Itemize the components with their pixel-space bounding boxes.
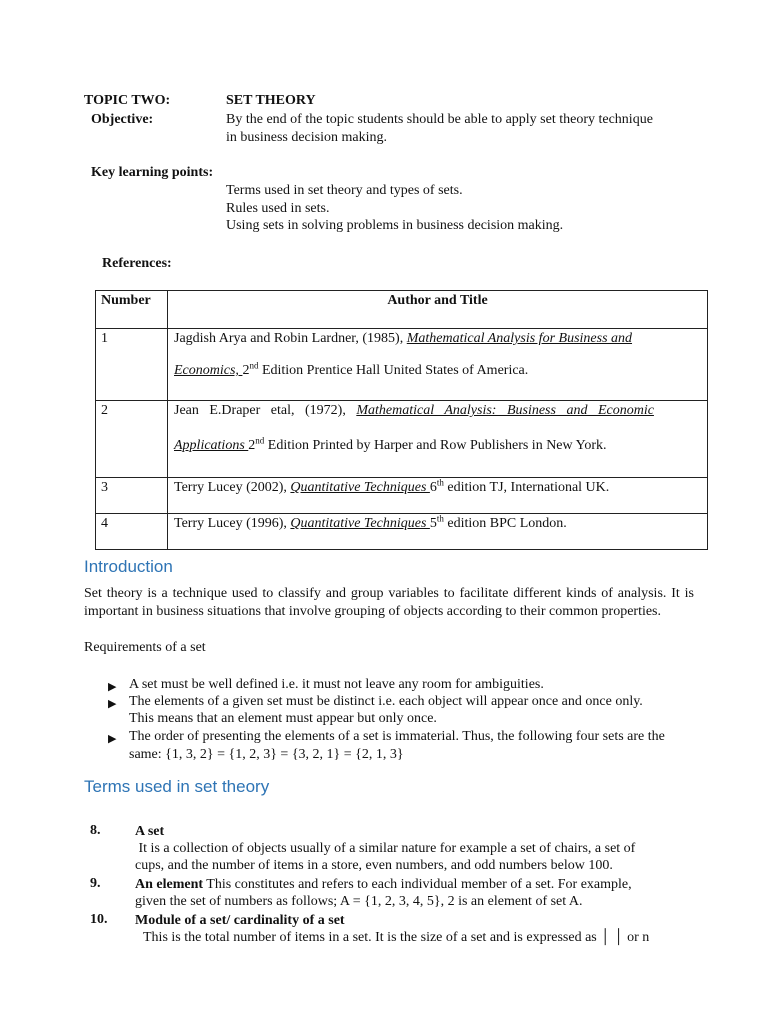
bullet-text: The order of presenting the elements of a set is immaterial. Thus, the following four sets are the bbox=[129, 729, 665, 744]
ref-title: Applications bbox=[174, 438, 249, 453]
ref-title: Mathematical Analysis for Business and bbox=[406, 331, 633, 346]
term-definition bbox=[135, 823, 695, 874]
requirements-label: Requirements of a set bbox=[84, 640, 206, 655]
term-definition bbox=[135, 912, 695, 946]
ref-number: 2 bbox=[96, 401, 168, 478]
term-text: This constitutes and refers to each individual member of a set. For example, bbox=[203, 877, 632, 892]
ref-edition-suffix: nd bbox=[255, 435, 265, 446]
ref-publisher: Edition Prentice Hall United States of America. bbox=[258, 363, 529, 378]
term-number: 10. bbox=[90, 912, 108, 927]
introduction-heading: Introduction bbox=[84, 557, 173, 576]
bullet-text: same: {1, 3, 2} = {1, 2, 3} = {3, 2, 1} = {2, 1, 3} bbox=[129, 747, 404, 762]
ref-citation bbox=[168, 401, 708, 478]
ref-edition: 2 bbox=[242, 363, 250, 378]
term-number: 8. bbox=[90, 823, 101, 838]
term-text: It is a collection of objects usually of a similar nature for example a set of chairs, a set of bbox=[135, 841, 636, 856]
topic-label: TOPIC TWO: bbox=[84, 93, 171, 108]
ref-number: 1 bbox=[96, 329, 168, 401]
term-definition bbox=[135, 876, 695, 910]
table-row bbox=[96, 514, 708, 550]
ref-title: Economics, bbox=[174, 363, 243, 378]
terms-heading: Terms used in set theory bbox=[84, 777, 270, 796]
ref-title: Quantitative Techniques bbox=[290, 480, 430, 495]
ref-edition-suffix: th bbox=[436, 477, 444, 488]
key-point: Rules used in sets. bbox=[226, 201, 330, 216]
ref-publisher: edition TJ, International UK. bbox=[443, 480, 610, 495]
ref-edition: 6 bbox=[429, 480, 437, 495]
ref-author: Jagdish Arya and Robin Lardner, (1985), bbox=[174, 331, 407, 346]
references-table bbox=[95, 290, 708, 550]
ref-title: Quantitative Techniques bbox=[290, 516, 430, 531]
column-header-author-title: Author and Title bbox=[168, 291, 708, 329]
bullet-text: A set must be well defined i.e. it must not leave any room for ambiguities. bbox=[129, 677, 544, 692]
term-title: Module of a set/ cardinality of a set bbox=[135, 913, 345, 928]
term-title: An element bbox=[135, 877, 204, 892]
table-row bbox=[96, 329, 708, 401]
term-title: A set bbox=[135, 824, 165, 839]
table-row bbox=[96, 478, 708, 514]
term-number: 9. bbox=[90, 876, 101, 891]
references-label: References: bbox=[102, 256, 172, 271]
term-text: cups, and the number of items in a store, even numbers, and odd numbers below 100. bbox=[135, 858, 613, 873]
ref-number: 4 bbox=[96, 514, 168, 550]
bullet-arrow-icon: ▶ bbox=[108, 681, 117, 693]
introduction-paragraph: Set theory is a technique used to classify and group variables to facilitate different kinds of analysis. It is important in business situations that involve grouping of objects according to their common properties. bbox=[84, 586, 694, 619]
ref-citation bbox=[168, 478, 708, 514]
column-header-number: Number bbox=[96, 291, 168, 329]
ref-number: 3 bbox=[96, 478, 168, 514]
table-row bbox=[96, 401, 708, 478]
ref-citation bbox=[168, 329, 708, 401]
key-point: Using sets in solving problems in business decision making. bbox=[226, 218, 564, 233]
ref-publisher: edition BPC London. bbox=[443, 516, 567, 531]
key-point: Terms used in set theory and types of sets. bbox=[226, 183, 463, 198]
ref-edition-suffix: nd bbox=[249, 360, 259, 371]
ref-author: Terry Lucey (1996), bbox=[174, 516, 291, 531]
ref-title: Mathematical Analysis: Business and Economic bbox=[356, 403, 654, 418]
bullet-arrow-icon: ▶ bbox=[108, 698, 117, 710]
key-points-label: Key learning points: bbox=[91, 165, 214, 180]
topic-title: SET THEORY bbox=[226, 93, 316, 108]
ref-citation bbox=[168, 514, 708, 550]
ref-publisher: Edition Printed by Harper and Row Publishers in New York. bbox=[264, 438, 607, 453]
bullet-text: This means that an element must appear but only once. bbox=[129, 711, 437, 726]
bullet-arrow-icon: ▶ bbox=[108, 733, 117, 745]
term-text: given the set of numbers as follows; A = {1, 2, 3, 4, 5}, 2 is an element of set A. bbox=[135, 894, 583, 909]
ref-edition: 2 bbox=[248, 438, 256, 453]
ref-author: Terry Lucey (2002), bbox=[174, 480, 291, 495]
ref-edition-suffix: th bbox=[436, 513, 444, 524]
objective-line: in business decision making. bbox=[226, 130, 387, 145]
objective-line: By the end of the topic students should be able to apply set theory technique bbox=[226, 112, 653, 127]
bullet-text: The elements of a given set must be distinct i.e. each object will appear once and once only. bbox=[129, 694, 643, 709]
ref-edition: 5 bbox=[429, 516, 437, 531]
term-text: This is the total number of items in a set. It is the size of a set and is expressed as │ │ or n bbox=[143, 930, 650, 945]
objective-label: Objective: bbox=[91, 112, 154, 127]
table-header-row bbox=[96, 291, 708, 329]
ref-author: Jean E.Draper etal, (1972), bbox=[174, 403, 357, 418]
